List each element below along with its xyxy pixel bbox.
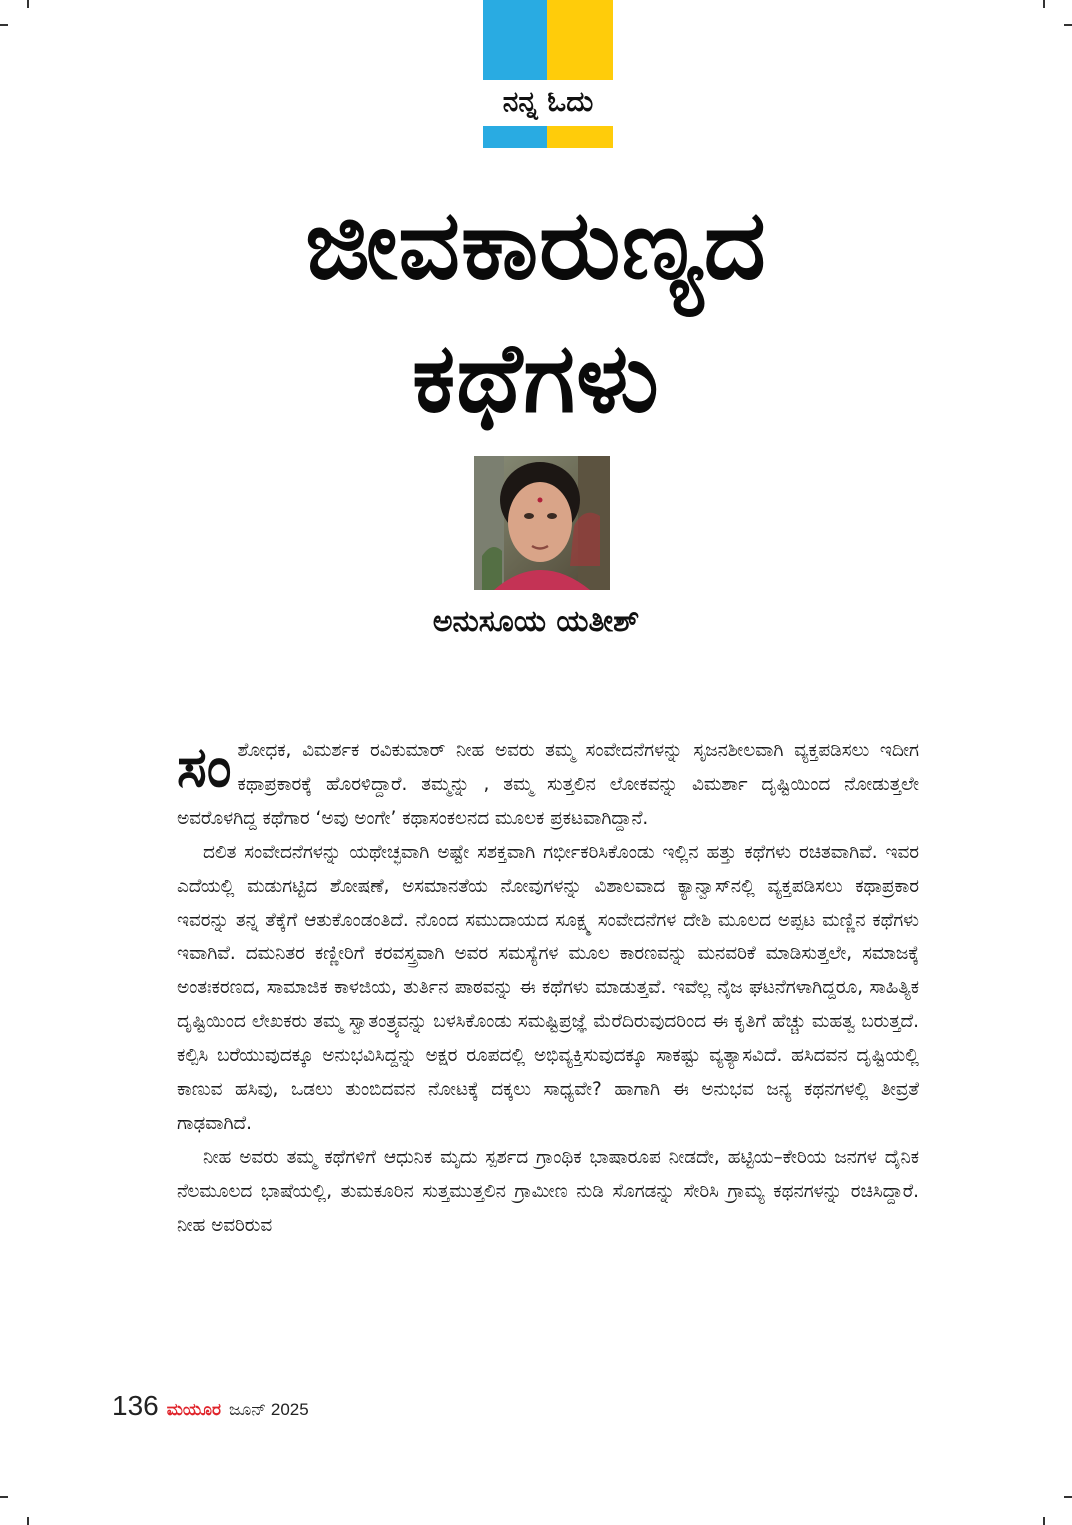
headline-line-2: ಕಥೆಗಳು — [412, 322, 660, 434]
drop-cap: ಸಂ — [177, 735, 232, 800]
paragraph-text: ಶೋಧಕ, ವಿಮರ್ಶಕ ರವಿಕುಮಾರ್ ನೀಹ ಅವರು ತಮ್ಮ ಸಂವೇದನೆಗಳನ್ನು ಸೃಜನಶೀಲವಾಗಿ ವ್ಯಕ್ತಪಡಿಸಲು ಇದೀಗ ಕಥಾಪ್ರಕಾರಕ್ಕೆ ಹೊರಳಿದ್ದಾರೆ. ತಮ್ಮನ್ನು , ತಮ್ಮ ಸುತ್ತಲಿನ ಲೋಕವನ್ನು ವಿಮರ್ಶಾ ದೃಷ್ಟಿಯಿಂದ ನೋಡುತ್ತಲೇ ಅವರೊಳಗಿದ್ದ ಕಥೆಗಾರ ‘ಅವು ಅಂಗೇ’ ಕಥಾಸಂಕಲನದ ಮೂಲಕ ಪ್ರಕಟವಾಗಿದ್ದಾನೆ. — [177, 740, 919, 829]
column-logo — [483, 0, 613, 148]
logo-blue-strip — [483, 126, 547, 148]
crop-mark — [1043, 1517, 1045, 1525]
article-paragraph: ದಲಿತ ಸಂವೇದನೆಗಳನ್ನು ಯಥೇಚ್ಛವಾಗಿ ಅಷ್ಟೇ ಸಶಕ್ತವಾಗಿ ಗರ್ಭೀಕರಿಸಿಕೊಂಡು ಇಲ್ಲಿನ ಹತ್ತು ಕಥೆಗಳು ರಚಿತವಾಗಿವೆ. ಇವರ ಎದೆಯಲ್ಲಿ ಮಡುಗಟ್ಟಿದ ಶೋಷಣೆ, ಅಸಮಾನತೆಯ ನೋವುಗಳನ್ನು ವಿಶಾಲವಾದ ಕ್ಯಾನ್ವಾಸ್‌ನಲ್ಲಿ ವ್ಯಕ್ತಪಡಿಸಲು ಕಥಾಪ್ರಕಾರ ಇವರನ್ನು ತನ್ನ ತೆಕ್ಕೆಗೆ ಆತುಕೊಂಡಂತಿದೆ. ನೊಂದ ಸಮುದಾಯದ ಸೂಕ್ಷ್ಮ ಸಂವೇದನೆಗಳ ದೇಶಿ ಮೂಲದ ಅಪ್ಪಟ ಮಣ್ಣಿನ ಕಥೆಗಳು ಇವಾಗಿವೆ. ದಮನಿತರ ಕಣ್ಣೀರಿಗೆ ಕರವಸ್ತ್ರವಾಗಿ ಅವರ ಸಮಸ್ಯೆಗಳ ಮೂಲ ಕಾರಣವನ್ನು ಮನವರಿಕೆ ಮಾಡಿಸುತ್ತಲೇ, ಸಮಾಜಕ್ಕೆ ಅಂತಃಕರಣದ, ಸಾಮಾಜಿಕ ಕಾಳಜಿಯ, ತುರ್ತಿನ ಪಾಠವನ್ನು ಈ ಕಥೆಗಳು ಮಾಡುತ್ತವೆ. ಇವೆಲ್ಲ ನೈಜ ಘಟನೆಗಳಾಗಿದ್ದರೂ, ಸಾಹಿತ್ಯಿಕ ದೃಷ್ಟಿಯಿಂದ ಲೇಖಕರು ತಮ್ಮ ಸ್ವಾತಂತ್ರ್ಯವನ್ನು ಬಳಸಿಕೊಂಡು ಸಮಷ್ಟಿಪ್ರಜ್ಞೆ ಮೆರೆದಿರುವುದರಿಂದ ಈ ಕೃತಿಗೆ ಹೆಚ್ಚು ಮಹತ್ವ ಬರುತ್ತದೆ. ಕಲ್ಪಿಸಿ ಬರೆಯುವುದಕ್ಕೂ ಅನುಭವಿಸಿದ್ದನ್ನು ಅಕ್ಷರ ರೂಪದಲ್ಲಿ ಅಭಿವ್ಯಕ್ತಿಸುವುದಕ್ಕೂ ಸಾಕಷ್ಟು ವ್ಯತ್ಯಾಸವಿದೆ. ಹಸಿದವನ ದೃಷ್ಟಿಯಲ್ಲಿ ಕಾಣುವ ಹಸಿವು, ಒಡಲು ತುಂಬಿದವನ ನೋಟಕ್ಕೆ ದಕ್ಕಲು ಸಾಧ್ಯವೇ? ಹಾಗಾಗಿ ಈ ಅನುಭವ ಜನ್ಯ ಕಥನಗಳಲ್ಲಿ ತೀವ್ರತೆ ಗಾಢವಾಗಿದೆ. — [177, 841, 919, 1134]
headline-line-1: ಜೀವಕಾರುಣ್ಯದ — [305, 189, 767, 301]
logo-blue-block — [483, 0, 547, 92]
crop-mark — [0, 24, 8, 26]
article-paragraph: ನೀಹ ಅವರು ತಮ್ಮ ಕಥೆಗಳಿಗೆ ಆಧುನಿಕ ಮೃದು ಸ್ಪರ್ಶದ ಗ್ರಾಂಥಿಕ ಭಾಷಾರೂಪ ನೀಡದೇ, ಹಟ್ಟಿಯ–ಕೇರಿಯ ಜನಗಳ ದೈನಿಕ ನೆಲಮೂಲದ ಭಾಷೆಯಲ್ಲಿ, ತುಮಕೂರಿನ ಸುತ್ತಮುತ್ತಲಿನ ಗ್ರಾಮೀಣ ನುಡಿ ಸೊಗಡನ್ನು ಸೇರಿಸಿ ಗ್ರಾಮ್ಯ ಕಥನಗಳನ್ನು ರಚಿಸಿದ್ದಾರೆ. ನೀಹ ಅವರಿರುವ — [177, 1146, 919, 1236]
author-photo — [474, 456, 610, 590]
page-footer — [112, 1390, 309, 1430]
magazine-logo: ಮಯೂರ — [166, 1400, 221, 1420]
crop-mark — [27, 0, 29, 8]
column-label: ನನ್ನ ಓದು — [483, 80, 613, 126]
crop-mark — [1043, 0, 1045, 8]
crop-mark — [1064, 24, 1072, 26]
crop-mark — [0, 1496, 8, 1498]
crop-mark — [1064, 1496, 1072, 1498]
article-body — [177, 734, 919, 1243]
crop-mark — [27, 1517, 29, 1525]
article-paragraph — [177, 734, 919, 836]
author-photo-illustration — [474, 456, 610, 590]
logo-yellow-block — [547, 0, 613, 92]
issue-date: ಜೂನ್ 2025 — [228, 1400, 309, 1419]
page-number: 136 — [112, 1390, 159, 1421]
logo-yellow-strip — [547, 126, 613, 148]
author-name: ಅನುಸೂಯ ಯತೀಶ್ — [432, 604, 640, 639]
